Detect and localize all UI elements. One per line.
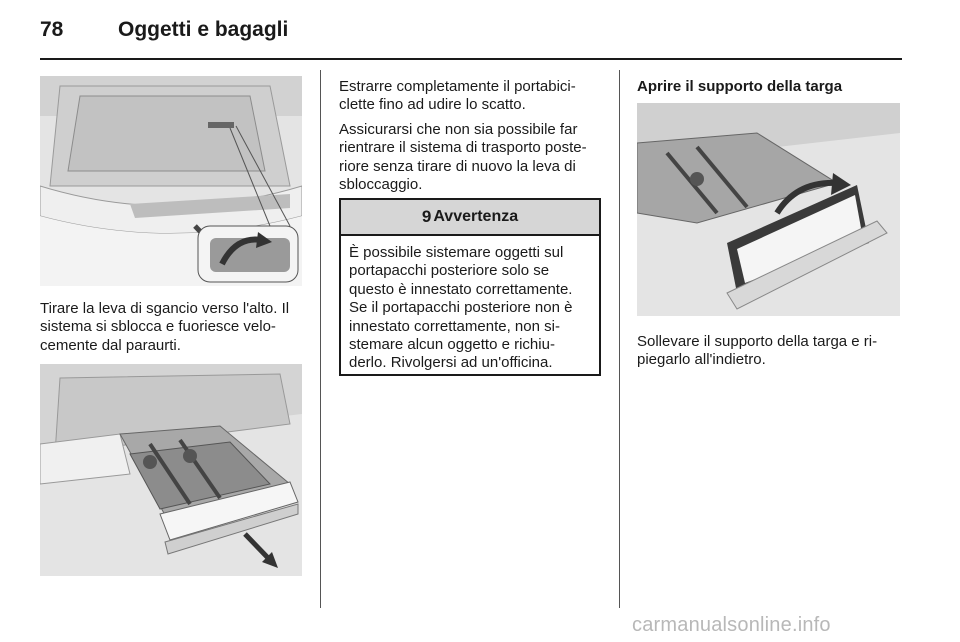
illustration-release-lever: [40, 76, 302, 286]
illustration-licence-plate-holder: [637, 103, 900, 316]
page-title: Oggetti e bagagli: [118, 18, 289, 41]
instruction-lift-holder: Sollevare il supporto della targa e ri-piegarlo all'indietro.: [637, 333, 878, 369]
instruction-check-locked: Assicurarsi che non sia possibile far rientrare il sistema di trasporto poste-riore senza tirare di nuovo la leva di sbloccaggio.: [339, 121, 587, 194]
warning-header: [341, 200, 599, 236]
section-heading-licence-plate: Aprire il supporto della targa: [637, 78, 843, 95]
warning-icon: 9: [421, 207, 432, 226]
page-number: 78: [40, 18, 64, 41]
header-divider: [40, 58, 902, 60]
watermark: carmanualsonline.info: [632, 614, 831, 636]
warning-text: È possibile sistemare oggetti sul portapacchi posteriore solo se questo è innestato correttamente. Se il portapacchi posteriore non è innestato correttamente, non si-stemare alcun oggetto e richiu-derlo. Rivolgersi ad un'officina.: [349, 244, 573, 372]
warning-box: [339, 198, 601, 376]
instruction-pull-lever: Tirare la leva di sgancio verso l'alto. Il sistema si sblocca e fuoriesce velo-cemente dal paraurti.: [40, 300, 290, 354]
column-divider-left: [320, 70, 321, 608]
illustration-carrier-extended: [40, 364, 302, 576]
instruction-extend-carrier: Estrarre completamente il portabici-clette fino ad udire lo scatto.: [339, 78, 576, 114]
warning-title: Avvertenza: [433, 208, 519, 225]
column-divider-right: [619, 70, 620, 608]
